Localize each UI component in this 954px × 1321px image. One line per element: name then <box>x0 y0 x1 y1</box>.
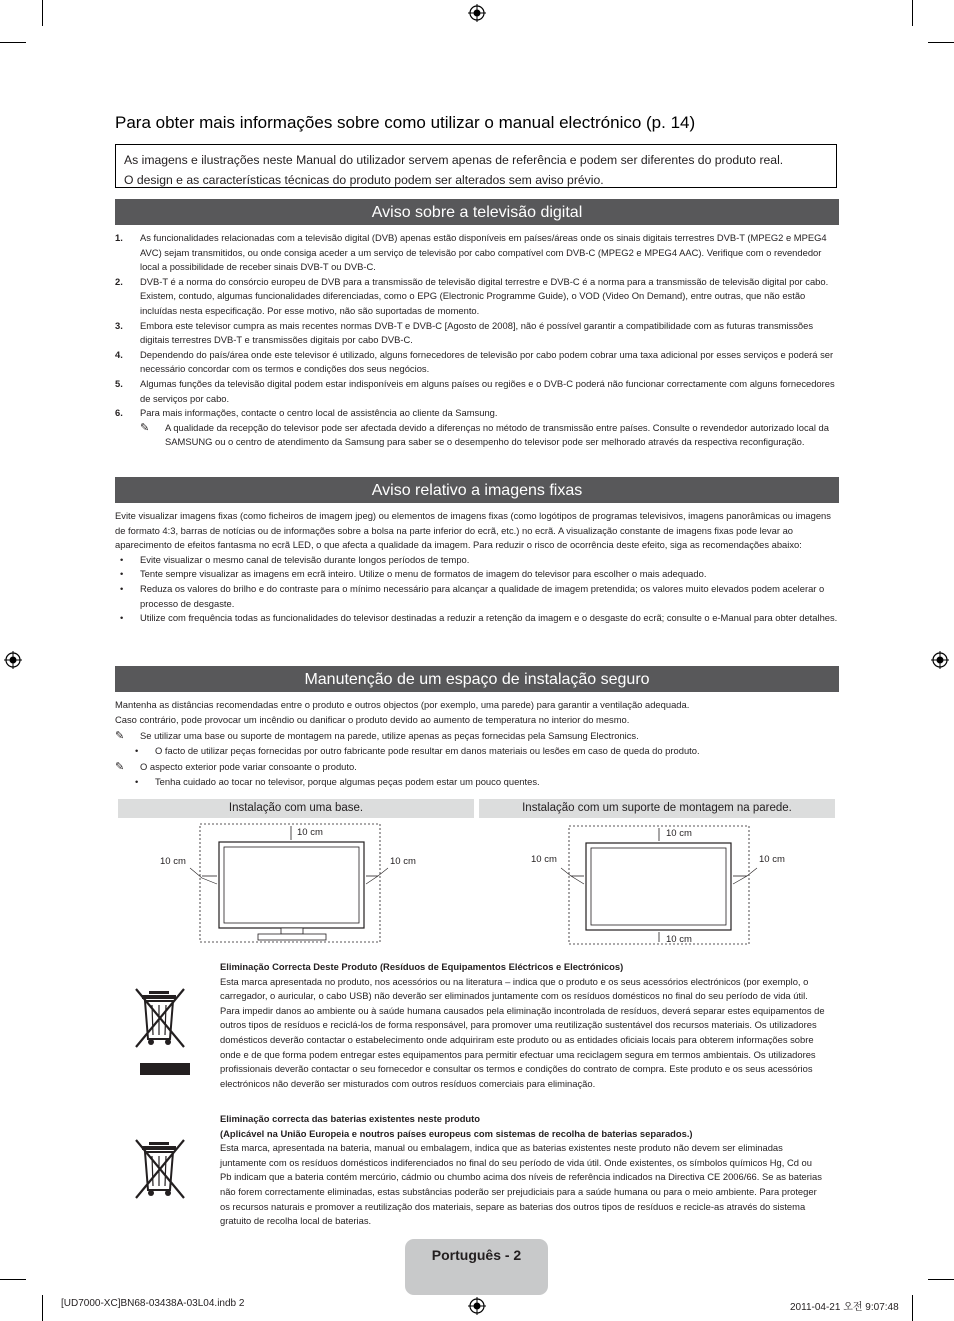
section-title-installation: Manutenção de um espaço de instalação seguro <box>115 666 839 692</box>
crop-mark <box>42 1295 43 1321</box>
registration-mark-icon <box>468 1297 486 1315</box>
page-heading: Para obter mais informações sobre como utilizar o manual electrónico (p. 14) <box>115 113 696 132</box>
section-title-still-images: Aviso relativo a imagens fixas <box>115 477 839 503</box>
list-item: 3. Embora este televisor cumpra as mais recentes normas DVB-T e DVB-C [Agosto de 2008], não é possível garantir a compatibilidade com as futuras transmissões digitais terrestres DVB-T e transmissões digitais por cabo DVB-C. <box>115 319 814 346</box>
crossed-out-wheelie-bin-icon <box>134 985 192 1077</box>
list-item: 4. Dependendo do país/área onde este televisor é utilizado, alguns fornecedores de televisão por cabo podem cobrar uma taxa adicional por esses serviços e poderá ser necessário concordar com os termos e condições dos seus negócios. <box>115 348 834 375</box>
list-item: 1. As funcionalidades relacionadas com a televisão digital (DVB) apenas estão disponíveis em países/áreas onde os sinais digitais terrestres DVB-T (MPEG2 e MPEG4 AVC) sejam transmitidos, ou onde consiga aceder a um serviço de televisão por cabo compatível com DVB-C (MPEG2 e MPEG4 AAC). Verifique com o revendedor local a possibilidade de receber sinais DVB-T ou DVB-C. <box>115 232 827 273</box>
note: ✎ A qualidade da recepção do televisor pode ser afectada devido a diferenças no método de transmissão entre países. Consulte o revendedor autorizado local da SAMSUNG ou o centro de atendimento da Samsung para saber se o desempenho do televisor pode ser melhorado através da respectiva reconfiguração. <box>140 421 829 448</box>
bullet-list <box>115 775 841 790</box>
paragraph: Evite visualizar imagens fixas (como ficheiros de imagem jpeg) ou elementos de imagens fixas (como logótipos de programas televisivos, imagens panorâmicas ou imagens de formato 4:3, barras de notícias ou de informações sobre a bolsa na parte inferior do ecrã, etc.) no ecrã. A visualização constante de imagens fixas pode levar ao aparecimento de efeitos fantasma no ecrã LED, o que afecta a qualidade da imagem. Para reduzir o risco de ocorrência deste efeito, siga as recomendações abaixo: <box>115 510 831 551</box>
stand-installation-diagram <box>118 818 474 944</box>
list-item: 6. Para mais informações, contacte o centro local de assistência ao cliente da Samsung. ✎ A qualidade da recepção do televisor pode ser afectada devido a diferenças no método de transmissão entre países. Consulte o revendedor autorizado local da SAMSUNG ou o centro de atendimento da Samsung para saber se o desempenho do televisor pode ser melhorado através da respectiva reconfiguração. <box>115 406 840 450</box>
file-slug: [UD7000-XC]BN68-03438A-03L04.indb 2 <box>61 1298 245 1309</box>
list-item: 2. DVB-T é a norma do consórcio europeu de DVB para a transmissão de televisão digital terrestre e DVB-C é a norma para a transmissão de televisão digital por cabo. Existem, contudo, algumas funcionalidades diferenciadas, como o EPG (Electronic Programme Guide), o VOD (Video On Demand), entre outras, que não estão incluídas nesta especificação. Por esse motivo, não são suportadas de momento. <box>115 275 829 316</box>
dimension-label: 10 cm <box>666 934 692 945</box>
list-item: • Tente sempre visualizar as imagens em ecrã inteiro. Utilize o menu de formatos de imagem do televisor para escolher o mais adequado. <box>115 567 841 582</box>
still-images-body <box>115 509 841 626</box>
list-item: • Utilize com frequência todas as funcionalidades do televisor destinadas a reduzir a retenção da imagem e o desgaste do ecrã; consulte o e-Manual para obter detalhes. <box>115 611 841 626</box>
dimension-label: 10 cm <box>297 827 323 838</box>
pencil-icon: ✎ <box>115 730 125 743</box>
pencil-icon: ✎ <box>115 761 125 774</box>
weee-body: Esta marca apresentada no produto, nos acessórios ou na literatura – indica que o produto e os seus acessórios electrónicos (por exemplo, o carregador, o auricular, o cabo USB) não deverão ser eliminados juntamente com os resíduos domésticos no final do seu período de vida útil. Para impedir danos ao ambiente ou à saúde humana causados pela eliminação incontrolada de resíduos, deverá separar estes equipamentos de outros tipos de resíduos e reciclá-los de forma responsável, para promover uma reutilização sustentável dos recursos materiais. Os utilizadores domésticos deverão contactar o estabelecimento onde adquiriram este produto ou as entidades oficiais locais para obterem informações sobre onde e de que forma podem entregar estes equipamentos para permitir efectuar uma reciclagem segura em termos ambientais. Os utilizadores profissionais deverão contactar o seu fornecedor e consultar os termos e condições do contrato de compra. Este produto e os seus acessórios electrónicos não deverão ser misturados com outros resíduos comerciais para eliminação. <box>220 975 825 1089</box>
registration-mark-icon <box>4 651 22 669</box>
note: ✎ Se utilizar uma base ou suporte de montagem na parede, utilize apenas as peças fornecidas pela Samsung Electronics. <box>115 730 639 743</box>
list-item: • Tenha cuidado ao tocar no televisor, porque algumas peças podem estar um pouco quentes. <box>130 775 841 790</box>
digital-tv-list <box>115 231 840 450</box>
list-item: • O facto de utilizar peças fornecidas por outro fabricante pode resultar em danos materiais ou lesões em caso de queda do produto. <box>130 744 841 759</box>
disclaimer-box <box>115 144 837 188</box>
paragraph: Caso contrário, pode provocar um incêndio ou danificar o produto devido ao aumento de temperatura no interior do mesmo. <box>115 713 630 725</box>
crop-mark <box>42 0 43 26</box>
crop-mark <box>928 1279 954 1280</box>
panel-title-wall: Instalação com um suporte de montagem na parede. <box>479 799 835 818</box>
disclaimer-line: As imagens e ilustrações neste Manual do utilizador servem apenas de referência e podem ser diferentes do produto real. <box>124 153 784 167</box>
section-title-digital-tv: Aviso sobre a televisão digital <box>115 199 839 225</box>
paragraph: Mantenha as distâncias recomendadas entre o produto e outros objectos (por exemplo, uma parede) para garantir a ventilação adequada. <box>115 699 690 710</box>
registration-mark-icon <box>931 651 949 669</box>
registration-mark-icon <box>468 4 486 22</box>
weee-text <box>220 960 826 1091</box>
installation-body <box>115 698 841 790</box>
bullet-list <box>115 744 841 759</box>
battery-text <box>220 1112 826 1229</box>
crop-mark <box>912 1295 913 1321</box>
weee-title: Eliminação Correcta Deste Produto (Resíduos de Equipamentos Eléctricos e Electrónicos) <box>220 961 624 972</box>
dimension-label: 10 cm <box>759 854 785 865</box>
pencil-icon: ✎ <box>140 421 150 434</box>
battery-subtitle: (Aplicável na União Europeia e noutros países europeus com sistemas de recolha de baterias separados.) <box>220 1127 693 1139</box>
list-item: • Reduza os valores do brilho e do contraste para o mínimo necessário para alcançar a qualidade de imagem pretendida; os valores muito elevados podem acelerar o processo de desgaste. <box>115 582 841 611</box>
page-number-tab: Português - 2 <box>405 1239 548 1295</box>
list-item: • Evite visualizar o mesmo canal de televisão durante longos períodos de tempo. <box>115 553 841 568</box>
battery-title: Eliminação correcta das baterias existentes neste produto <box>220 1113 480 1124</box>
crop-mark <box>928 42 954 43</box>
dimension-label: 10 cm <box>390 856 416 867</box>
timestamp-slug: 2011-04-21 오전 9:07:48 <box>790 1302 899 1313</box>
bullet-list <box>115 553 841 626</box>
disclaimer-line: O design e as características técnicas do produto podem ser alterados sem aviso prévio. <box>124 173 604 187</box>
wall-installation-diagram <box>479 818 835 948</box>
crop-mark <box>0 1279 26 1280</box>
crop-mark <box>912 0 913 26</box>
battery-disposal-icon <box>134 1136 192 1204</box>
battery-body: Esta marca, apresentada na bateria, manual ou embalagem, indica que as baterias existentes neste produto não devem ser eliminadas juntamente com os resíduos domésticos indiferenciados no final do seu período de vida útil. Onde existentes, os símbolos químicos Hg, Cd ou Pb indicam que a bateria contém mercúrio, cádmio ou chumbo acima dos níveis de referência indicados na Directiva CE 2006/66. Se as baterias não forem correctamente eliminadas, estas substâncias poderão ser prejudiciais para a saúde humana ou para o meio ambiente. Para proteger os recursos naturais e promover a reutilização dos materiais, separe as baterias dos outros tipos de resíduos e recicle-as através do sistema gratuito de recolha local de baterias. <box>220 1142 822 1227</box>
note: ✎ O aspecto exterior pode variar consoante o produto. <box>115 761 357 774</box>
crop-mark <box>0 42 26 43</box>
panel-title-stand: Instalação com uma base. <box>118 799 474 818</box>
dimension-label: 10 cm <box>531 854 557 865</box>
list-item: 5. Algumas funções da televisão digital podem estar indisponíveis em alguns países ou regiões e o DVB-C poderá não funcionar correctamente com alguns fornecedores de serviços por cabo. <box>115 377 835 404</box>
dimension-label: 10 cm <box>160 856 186 867</box>
dimension-label: 10 cm <box>666 828 692 839</box>
